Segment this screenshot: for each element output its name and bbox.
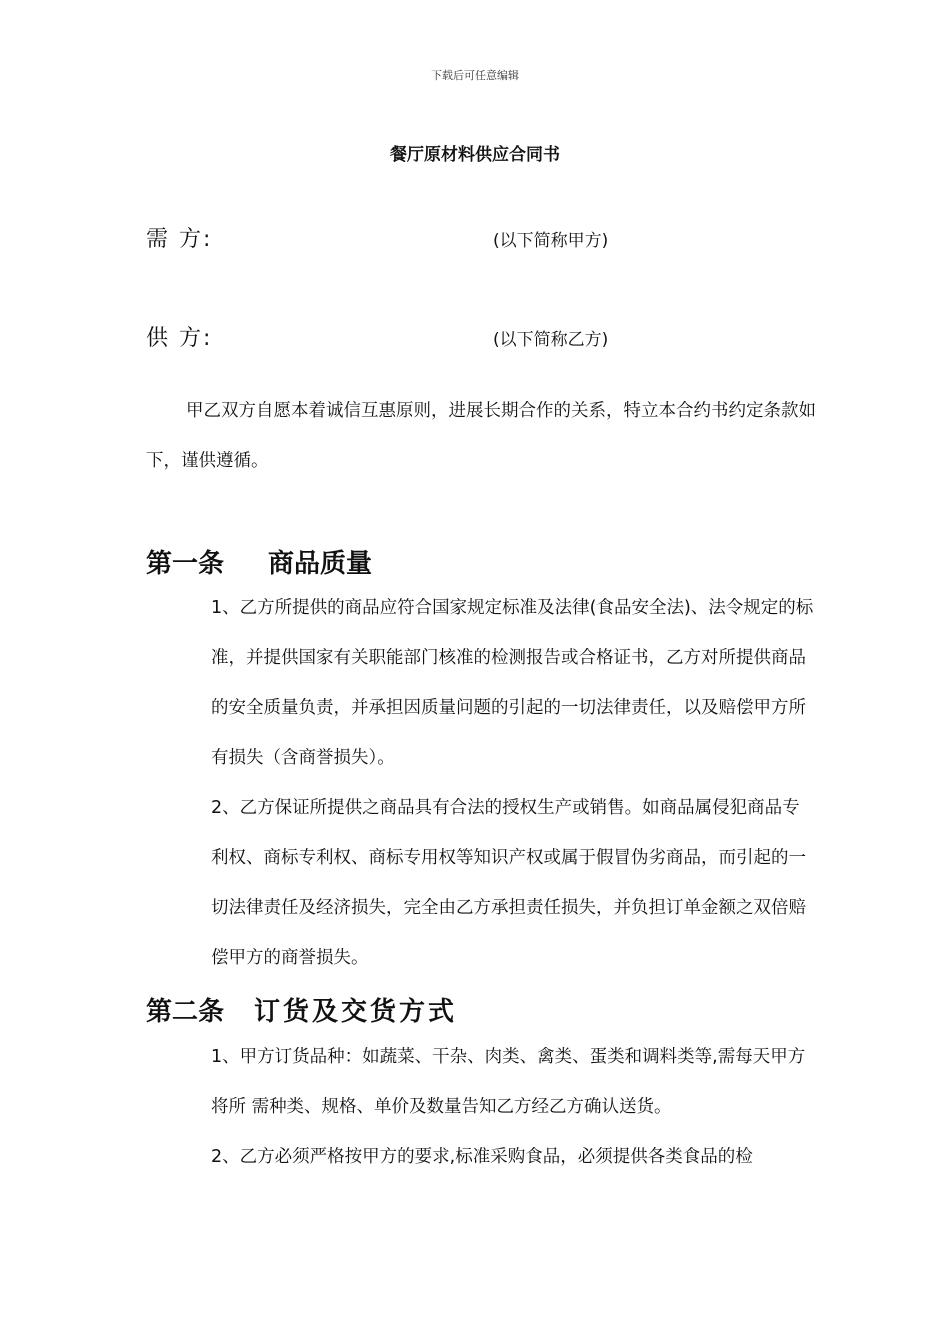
section-1-heading	[146, 543, 372, 580]
section-1-item-1: 1、乙方所提供的商品应符合国家规定标准及法律(食品安全法)、法令规定的标准，并提供国家有关职能部门核准的检测报告或合格证书，乙方对所提供商品的安全质量负责，并承担因质量问题的引起的一切法律责任，以及赔偿甲方所有损失（含商誉损失）。	[211, 598, 814, 768]
supplier-alias: (以下简称乙方)	[493, 330, 609, 350]
section-2-number: 第二条	[146, 997, 225, 1027]
header-note: 下载后可任意编辑	[431, 69, 519, 82]
section-1-item-2: 2、乙方保证所提供之商品具有合法的授权生产或销售。如商品属侵犯商品专利权、商标专利权、商标专用权等知识产权或属于假冒伪劣商品，而引起的一切法律责任及经济损失，完全由乙方承担责任损失，并负担订单金额之双倍赔偿甲方的商誉损失。	[211, 798, 806, 968]
intro-paragraph: 甲乙双方自愿本着诚信互惠原则，进展长期合作的关系，特立本合约书约定条款如下，谨供遵循。	[146, 401, 816, 471]
section-2-item-2: 2、乙方必须严格按甲方的要求,标准采购食品，必须提供各类食品的检	[211, 1147, 753, 1167]
section-2-heading	[146, 991, 457, 1028]
section-2-item-1: 1、甲方订货品种：如蔬菜、干杂、肉类、禽类、蛋类和调料类等,需每天甲方将所 需种类、规格、单价及数量告知乙方经乙方确认送货。	[211, 1047, 806, 1117]
supplier-label: 供 方:	[146, 326, 213, 351]
document-title: 餐厅原材料供应合同书	[390, 145, 560, 165]
buyer-label: 需 方:	[146, 227, 213, 252]
section-2-title: 订货及交货方式	[254, 997, 458, 1027]
section-1-number: 第一条	[146, 549, 225, 579]
section-1-title: 商品质量	[268, 549, 373, 579]
buyer-alias: (以下简称甲方)	[493, 231, 609, 251]
